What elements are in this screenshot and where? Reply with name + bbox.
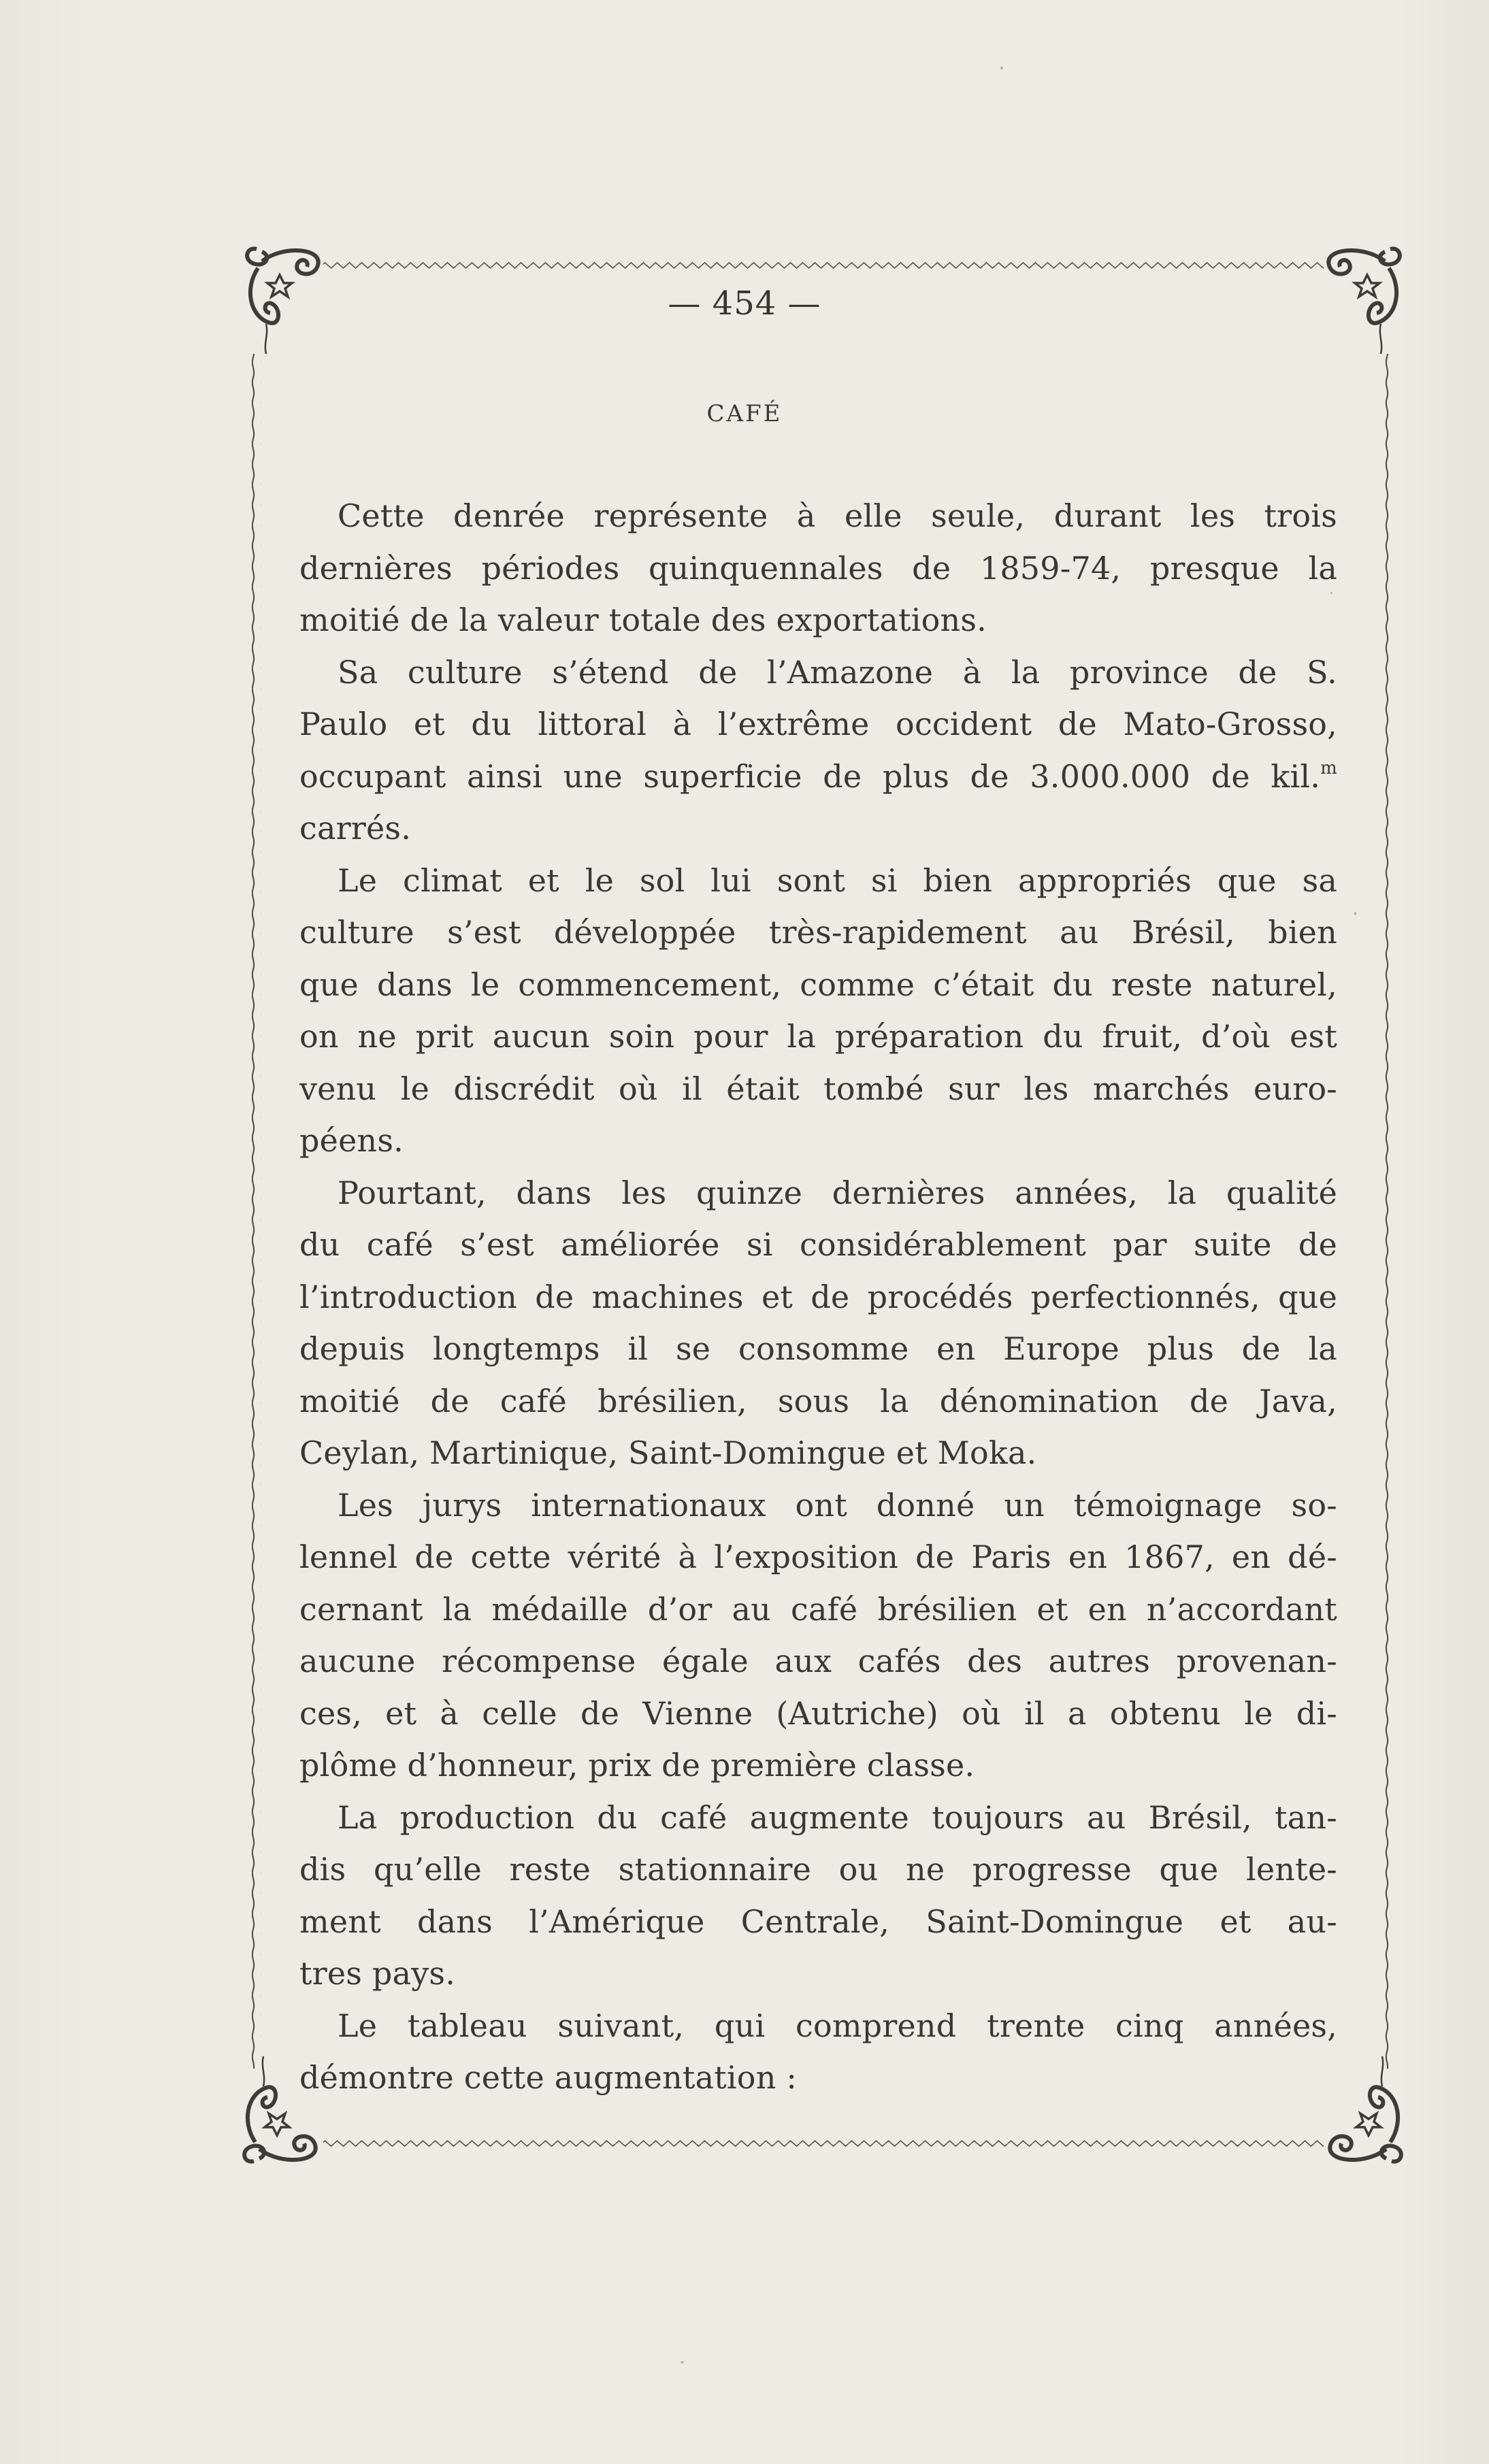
text-line: du café s’est améliorée si considérablement par suite de [299, 1226, 1337, 1263]
text-line: Le tableau suivant, qui comprend trente cinq années, [338, 2007, 1337, 2044]
paragraph [299, 2000, 1337, 2104]
section-title: CAFÉ [706, 400, 783, 427]
paragraph [299, 1167, 1337, 1479]
text-line: Ceylan, Martinique, Saint-Domingue et Moka. [299, 1434, 1037, 1471]
text-line: démontre cette augmentation : [299, 2059, 798, 2096]
text-line: cernant la médaille d’or au café brésilien et en n’accordant [299, 1590, 1337, 1628]
superscript: m [1320, 757, 1337, 778]
text-line: dernières périodes quinquennales de 1859-74, presque la [299, 549, 1337, 587]
text-line: aucune récompense égale aux cafés des autres provenan- [299, 1643, 1337, 1679]
text-line: La production du café augmente toujours au Brésil, tan- [338, 1798, 1337, 1836]
body-text [299, 490, 1337, 2104]
text-line: Cette denrée représente à elle seule, durant les trois [338, 497, 1337, 534]
text-line: ment dans l’Amérique Centrale, Saint-Domingue et au- [299, 1903, 1337, 1940]
paragraph [299, 1479, 1337, 1792]
text-line: venu le discrédit où il était tombé sur les marchés euro- [299, 1070, 1337, 1107]
paragraph [299, 490, 1337, 646]
text-line: on ne prit aucun soin pour la préparation du fruit, d’où est [299, 1018, 1337, 1055]
corner-scroll-bottom-right-icon [1330, 2056, 1401, 2161]
text-line: culture s’est développée très-rapidement au Brésil, bien [299, 914, 1337, 951]
text-line: moitié de la valeur totale des exportations. [299, 602, 987, 638]
text-line: ces, et à celle de Vienne (Autriche) où il a obtenu le di- [299, 1694, 1337, 1732]
paragraph [299, 855, 1337, 1167]
text-line: Paulo et du littoral à l’extrême occident de Mato-Grosso, [299, 706, 1337, 742]
text-line-content: occupant ainsi une superficie de plus de 3.000.000 de kil. [299, 757, 1321, 795]
text-line: que dans le commencement, comme c’était du reste naturel, [299, 966, 1337, 1003]
text-line: moitié de café brésilien, sous la dénomination de Java, [299, 1382, 1337, 1419]
paragraph [299, 646, 1337, 855]
text-line [299, 751, 1337, 803]
text-line: plôme d’honneur, prix de première classe. [299, 1747, 975, 1784]
text-line: Les jurys internationaux ont donné un témoignage so- [338, 1486, 1337, 1524]
page-number: — 454 — [668, 284, 821, 323]
text-line: l’introduction de machines et de procédés perfectionnés, que [299, 1278, 1337, 1315]
text-line: tres pays. [299, 1955, 456, 1992]
text-line: depuis longtemps il se consomme en Europe plus de la [299, 1330, 1337, 1367]
text-line: Sa culture s’étend de l’Amazone à la province de S. [338, 653, 1337, 691]
text-line: lennel de cette vérité à l’exposition de Paris en 1867, en dé- [299, 1539, 1337, 1575]
paragraph [299, 1792, 1337, 2000]
text-line: dis qu’elle reste stationnaire ou ne progresse que lente- [299, 1851, 1337, 1888]
text-line: péens. [299, 1122, 404, 1159]
text-line: Le climat et le sol lui sont si bien appropriés que sa [338, 861, 1337, 899]
text-line: Pourtant, dans les quinze dernières années, la qualité [338, 1174, 1337, 1211]
text-line: carrés. [299, 810, 412, 847]
